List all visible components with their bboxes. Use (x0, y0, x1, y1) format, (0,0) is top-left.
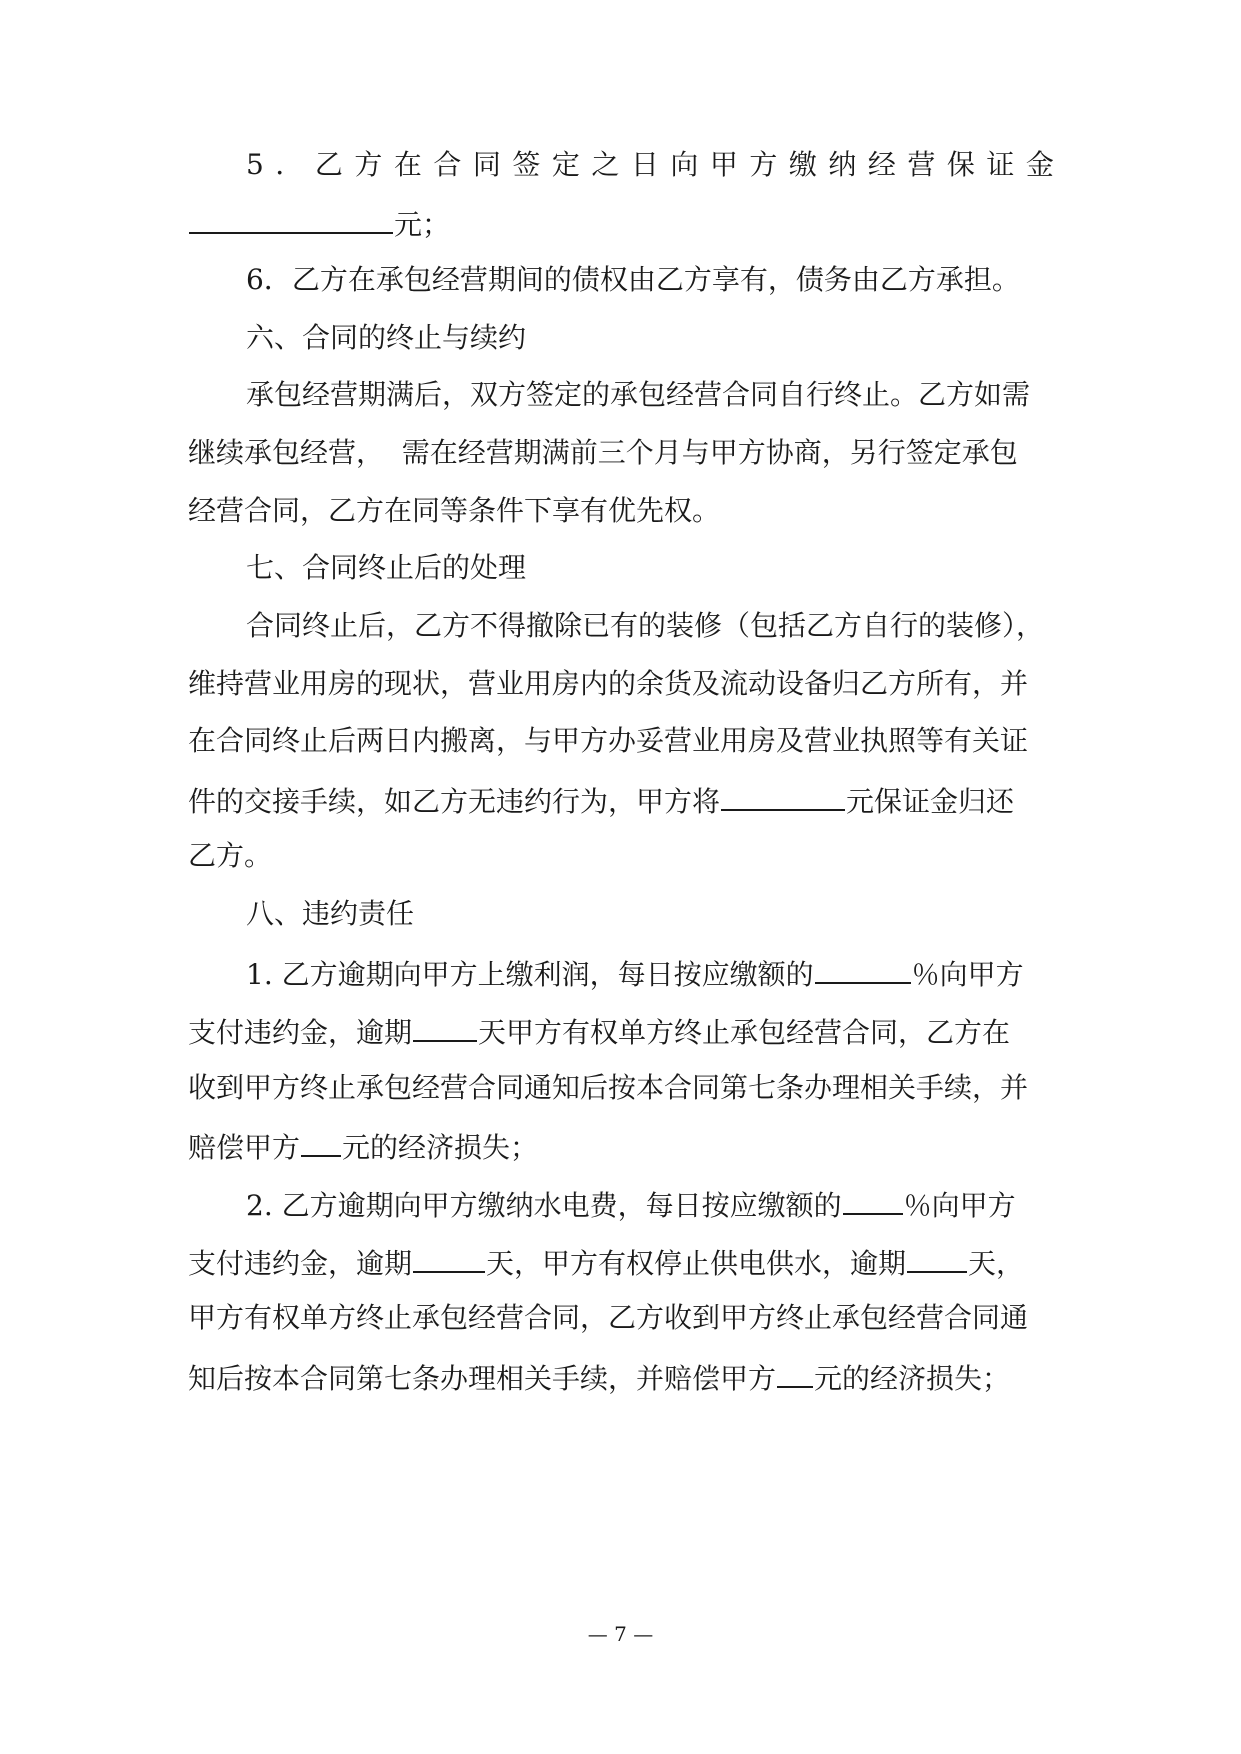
clause-8-1-line-3 (188, 1068, 1054, 1108)
spaced-char: 5 (246, 148, 264, 181)
clause-5-line-2 (188, 202, 1054, 242)
text-segment: 元； (394, 208, 451, 241)
text-segment: 合同终止后，乙方不得撤除已有的装修（包括乙方自行的装修）， (246, 609, 1045, 642)
spaced-char: 金 (1025, 148, 1054, 181)
spaced-char: 经 (867, 148, 896, 181)
utility-compensation-blank[interactable] (777, 1356, 813, 1388)
text-segment: 支付违约金，逾期 (188, 1247, 413, 1280)
utility-penalty-rate-blank[interactable] (843, 1183, 903, 1215)
text-segment: 元的经济损失； (814, 1362, 1011, 1395)
text-segment: 件的交接手续，如乙方无违约行为，甲方将 (188, 785, 721, 818)
utility-overdue-days-blank-1[interactable] (413, 1241, 485, 1273)
spaced-char: 缴 (788, 148, 817, 181)
section-7-para-line-5 (188, 836, 1054, 876)
clause-6 (246, 260, 1054, 300)
section-6-heading (246, 318, 1054, 358)
text-segment: 八、违约责任 (246, 897, 415, 930)
spaced-char: 保 (946, 148, 975, 181)
section-7-heading (246, 548, 1054, 588)
text-segment: 天， (968, 1247, 1025, 1280)
profit-overdue-days-blank[interactable] (413, 1010, 477, 1042)
text-segment: 甲方有权单方终止承包经营合同，乙方收到甲方终止承包经营合同通 (188, 1301, 1029, 1334)
spaced-char: 合 (433, 148, 462, 181)
utility-overdue-days-blank-2[interactable] (907, 1241, 967, 1273)
clause-8-2-line-3 (188, 1298, 1054, 1338)
section-7-para-line-1 (246, 606, 1054, 646)
text-segment: 在合同终止后两日内搬离，与甲方办妥营业用房及营业执照等有关证 (188, 724, 1029, 757)
deposit-amount-blank[interactable] (189, 202, 393, 234)
text-segment: 经营合同，乙方在同等条件下享有优先权。 (188, 494, 721, 527)
text-segment: 1. 乙方逾期向甲方上缴利润，每日按应缴额的 (246, 958, 814, 991)
section-6-para-line-2 (188, 433, 1054, 473)
clause-8-1-line-1 (246, 952, 1054, 992)
deposit-return-blank[interactable] (721, 779, 845, 811)
section-7-para-line-2 (188, 664, 1054, 704)
spaced-char: 日 (630, 148, 659, 181)
text-segment: 支付违约金，逾期 (188, 1016, 413, 1049)
text-segment: 承包经营期满后，双方签定的承包经营合同自行终止。乙方如需 (246, 378, 1031, 411)
text-segment: 元的经济损失； (342, 1131, 539, 1164)
text-segment: 天甲方有权单方终止承包经营合同，乙方在 (478, 1016, 1011, 1049)
profit-penalty-rate-blank[interactable] (815, 952, 911, 984)
text-segment: 6．乙方在承包经营期间的债权由乙方享有，债务由乙方承担。 (246, 263, 1020, 296)
text-segment: ％向甲方 (911, 958, 1024, 991)
spaced-char: 营 (907, 148, 936, 181)
section-8-heading (246, 894, 1054, 934)
spaced-char: 证 (986, 148, 1015, 181)
section-7-para-line-3 (188, 721, 1054, 761)
text-segment: 2. 乙方逾期向甲方缴纳水电费，每日按应缴额的 (246, 1189, 842, 1222)
text-segment: 天，甲方有权停止供电供水，逾期 (486, 1247, 907, 1280)
spaced-char: 方 (354, 148, 383, 181)
spaced-char: 方 (749, 148, 778, 181)
text-segment: 继续承包经营， 需在经营期满前三个月与甲方协商，另行签定承包 (188, 436, 1018, 469)
spaced-char: 向 (670, 148, 699, 181)
text-segment: 元保证金归还 (846, 785, 1015, 818)
clause-8-2-line-2 (188, 1241, 1054, 1281)
spaced-char: 同 (472, 148, 501, 181)
spaced-char: 在 (393, 148, 422, 181)
text-segment: 乙方。 (188, 839, 273, 872)
text-segment: 收到甲方终止承包经营合同通知后按本合同第七条办理相关手续，并 (188, 1071, 1029, 1104)
spaced-char: 乙 (314, 148, 343, 181)
spaced-char: ． (275, 148, 304, 181)
spaced-char: 定 (551, 148, 580, 181)
spaced-char: 纳 (828, 148, 857, 181)
profit-compensation-blank[interactable] (301, 1125, 341, 1157)
clause-8-1-line-4 (188, 1125, 1054, 1165)
page-number: — 7 — (587, 1622, 654, 1646)
section-7-para-line-4 (188, 779, 1054, 819)
text-segment: ％向甲方 (903, 1189, 1016, 1222)
section-6-para-line-3 (188, 491, 1054, 531)
section-6-para-line-1 (246, 375, 1054, 415)
spaced-char: 甲 (709, 148, 738, 181)
spaced-char: 签 (512, 148, 541, 181)
text-segment: 六、合同的终止与续约 (246, 321, 527, 354)
spaced-char: 之 (591, 148, 620, 181)
clause-8-1-line-2 (188, 1010, 1054, 1050)
text-segment: 知后按本合同第七条办理相关手续，并赔偿甲方 (188, 1362, 777, 1395)
text-segment: 赔偿甲方 (188, 1131, 301, 1164)
text-segment: 七、合同终止后的处理 (246, 551, 527, 584)
clause-8-2-line-4 (188, 1356, 1054, 1396)
text-segment: 维持营业用房的现状，营业用房内的余货及流动设备归乙方所有，并 (188, 667, 1029, 700)
clause-5-line-1 (246, 145, 1054, 185)
clause-8-2-line-1 (246, 1183, 1054, 1223)
